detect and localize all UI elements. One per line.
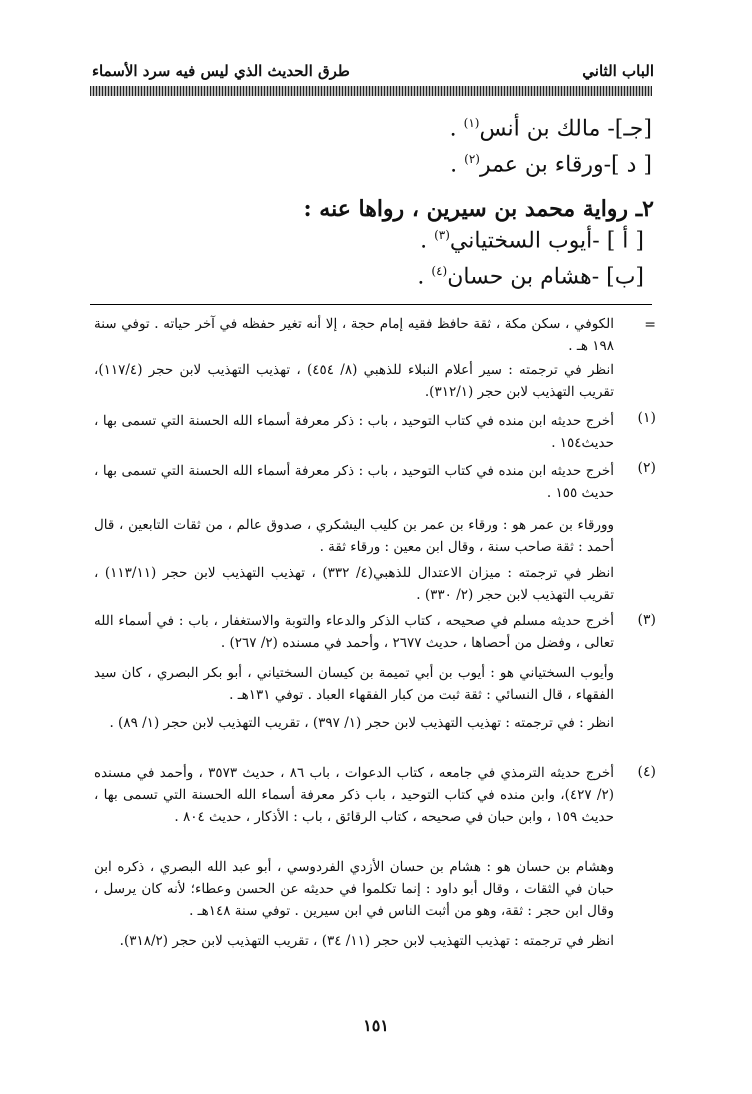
narrator-line [417, 264, 644, 289]
footnote-number: (٢) [637, 460, 656, 476]
narrator-name: [ أ ] -أيوب السختياني [449, 228, 644, 254]
line-end: . [450, 152, 458, 178]
footnote-ref: (٣) [434, 228, 450, 242]
narrator-line [450, 152, 652, 177]
footnote-text: أخرج حديثه ابن منده في كتاب التوحيد ، باب : ذكر معرفة أسماء الله الحسنة التي تسمى بها ، حديث ١٥٥ . [94, 463, 614, 501]
footnote-text: وأيوب السختياني هو : أيوب بن أبي تميمة بن كيسان السختياني ، أبو بكر البصري ، كان سيد الفقهاء ، قال النسائي : ثقة ثبت من كبار الفقهاء العباد . توفي ١٣١هـ . [94, 665, 614, 703]
footnote-number: (٤) [637, 764, 656, 780]
narrator-name: [ب] -هشام بن حسان [447, 264, 644, 290]
footnote-number: (١) [637, 410, 656, 426]
continuation-marker: = [644, 317, 656, 333]
line-end: . [417, 264, 425, 290]
footnote-ref: (٢) [464, 152, 480, 166]
footnote-text: أخرج حديثه ابن منده في كتاب التوحيد ، باب : ذكر معرفة أسماء الله الحسنة التي تسمى بها ، حديث١٥٤ . [94, 413, 614, 451]
section-header: طرق الحديث الذي ليس فيه سرد الأسماء [92, 62, 350, 80]
footnote-number: (٣) [637, 612, 656, 628]
footnote-text: وورقاء بن عمر هو : ورقاء بن عمر بن كليب اليشكري ، صدوق عالم ، من ثقات التابعين ، قال أحمد : ثقة صاحب سنة ، وقال ابن معين : ورقاء ثقة . [94, 517, 614, 555]
page-number: ١٥١ [363, 1016, 389, 1035]
footnote-separator [90, 304, 652, 305]
line-end: . [420, 228, 428, 254]
section-heading: ٢ـ رواية محمد بن سيرين ، رواها عنه : [303, 196, 654, 222]
narrator-name: [جـ]- مالك بن أنس [479, 116, 652, 142]
footnote-reference: انظر في ترجمته : سير أعلام النبلاء للذهبي (٨/ ٤٥٤) ، تهذيب التهذيب لابن حجر (١١٧/٤)، تقريب التهذيب لابن حجر (٣١٢/١). [94, 362, 614, 400]
narrator-name: [ د ]-ورقاء بن عمر [479, 152, 652, 178]
footnote-reference: انظر في ترجمته : تهذيب التهذيب لابن حجر (١١/ ٣٤) ، تقريب التهذيب لابن حجر (٣١٨/٢). [119, 933, 614, 949]
footnote-text: وهشام بن حسان هو : هشام بن حسان الأزدي الفردوسي ، أبو عبد الله البصري ، ذكره ابن حبان في الثقات ، وقال أبو داود : إنما تكلموا في حديثه عن الحسن وعطاء؛ لأنه كان يرسل ، وقال ابن حجر : ثقة، وهو من أثبت الناس في ابن سيرين . توفي سنة ١٤٨هـ . [94, 859, 614, 919]
narrator-line [420, 228, 644, 253]
narrator-line [450, 116, 652, 141]
footnote-text: أخرج حديثه مسلم في صحيحه ، كتاب الذكر والدعاء والتوبة والاستغفار ، باب : في أسماء الله تعالى ، وفضل من أحصاها ، حديث ٢٦٧٧ ، وأحمد في مسنده (٢/ ٢٦٧) . [94, 613, 614, 651]
line-end: . [449, 116, 457, 142]
header-rule [90, 86, 652, 96]
footnote-reference: انظر في ترجمته : ميزان الاعتدال للذهبي(٤/ ٣٣٢) ، تهذيب التهذيب لابن حجر (١١٣/١١) ، تقريب التهذيب لابن حجر (٢/ ٣٣٠) . [94, 565, 614, 603]
footnote-continuation: الكوفي ، سكن مكة ، ثقة حافظ فقيه إمام حجة ، إلا أنه تغير حفظه في آخر حياته . توفي سنة ١٩٨ هـ . [94, 316, 614, 354]
footnote-text: أخرج حديثه الترمذي في جامعه ، كتاب الدعوات ، باب ٨٦ ، حديث ٣٥٧٣ ، وأحمد في مسنده (٢/ ٤٢٧)، وابن منده في كتاب التوحيد ، باب ذكر معرفة أسماء الله الحسنة التي تسمى بها ، حديث ١٥٩ ، وابن حبان في صحيحه ، كتاب الرقائق ، باب : الأذكار ، حديث ٨٠٤ . [94, 765, 614, 825]
footnote-reference: انظر : في ترجمته : تهذيب التهذيب لابن حجر (١/ ٣٩٧) ، تقريب التهذيب لابن حجر (١/ ٨٩) . [109, 715, 614, 731]
chapter-header: الباب الثاني [582, 62, 654, 80]
footnote-ref: (٤) [431, 264, 448, 278]
footnote-ref: (١) [463, 116, 480, 130]
